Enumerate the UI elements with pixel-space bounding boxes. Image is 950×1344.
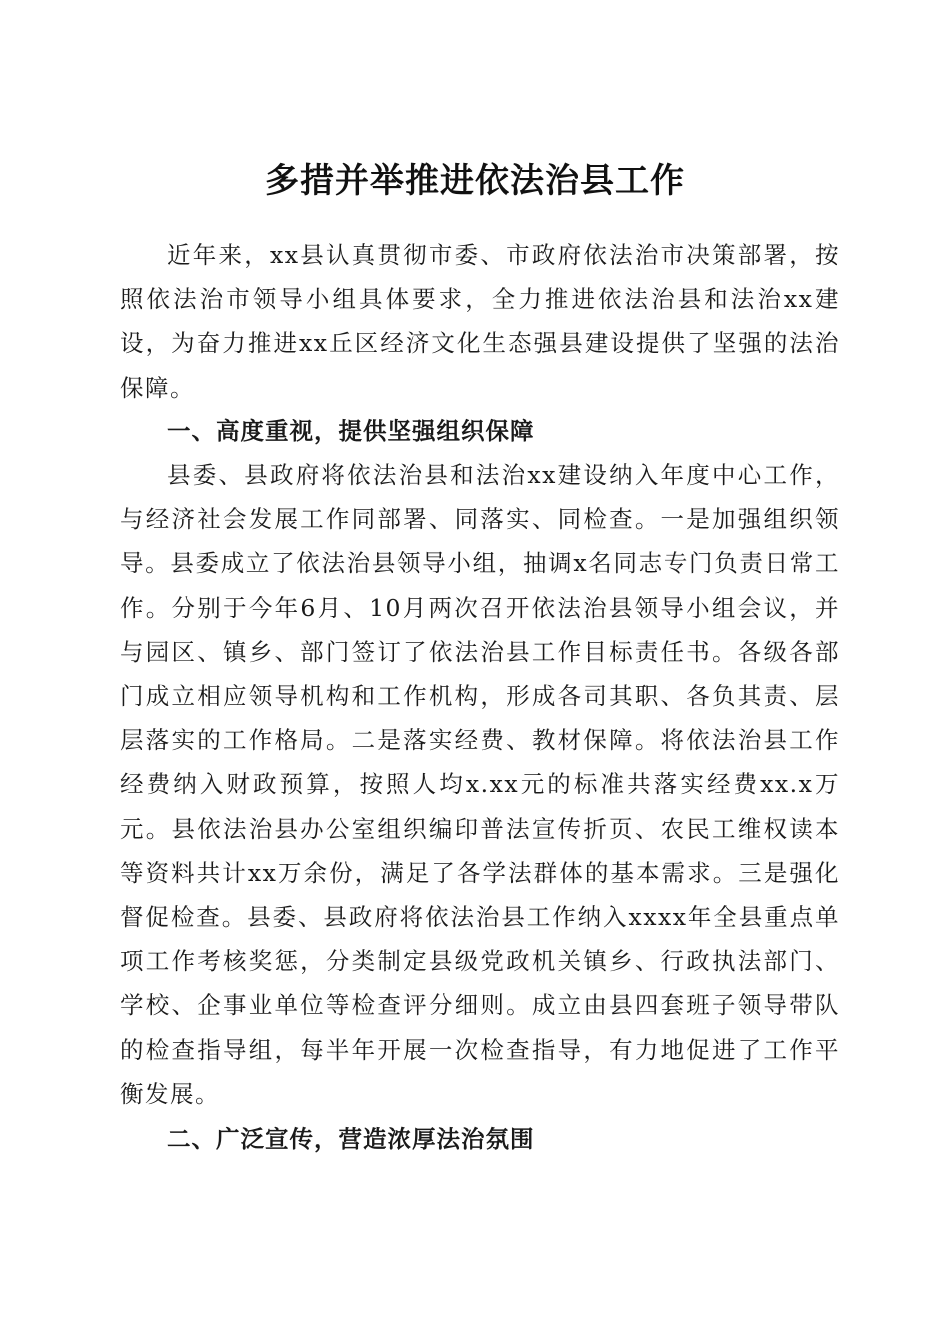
section-1-heading: 一、高度重视，提供坚强组织保障 [167,417,535,445]
document-title: 多措并举推进依法治县工作 [265,160,685,201]
intro-paragraph: 近年来，xx县认真贯彻市委、市政府依法治市决策部署，按照依法治市领导小组具体要求，全力推进依法治县和法治xx建设，为奋力推进xx丘区经济文化生态强县建设提供了坚强的法治保障。 [120,241,840,402]
section-1-paragraph: 县委、县政府将依法治县和法治xx建设纳入年度中心工作，与经济社会发展工作同部署、同落实、同检查。一是加强组织领导。县委成立了依法治县领导小组，抽调x名同志专门负责日常工作。分别于今年6月、10月两次召开依法治县领导小组会议，并与园区、镇乡、部门签订了依法治县工作目标责任书。各级各部门成立相应领导机构和工作机构，形成各司其职、各负其责、层层落实的工作格局。二是落实经费、教材保障。将依法治县工作经费纳入财政预算，按照人均x.xx元的标准共落实经费xx.x万元。县依法治县办公室组织编印普法宣传折页、农民工维权读本等资料共计xx万余份，满足了各学法群体的基本需求。三是强化督促检查。县委、县政府将依法治县工作纳入xxxx年全县重点单项工作考核奖惩，分类制定县级党政机关镇乡、行政执法部门、学校、企事业单位等检查评分细则。成立由县四套班子领导带队的检查指导组，每半年开展一次检查指导，有力地促进了工作平衡发展。 [120,461,840,1108]
section-2-heading: 二、广泛宣传，营造浓厚法治氛围 [167,1125,535,1153]
